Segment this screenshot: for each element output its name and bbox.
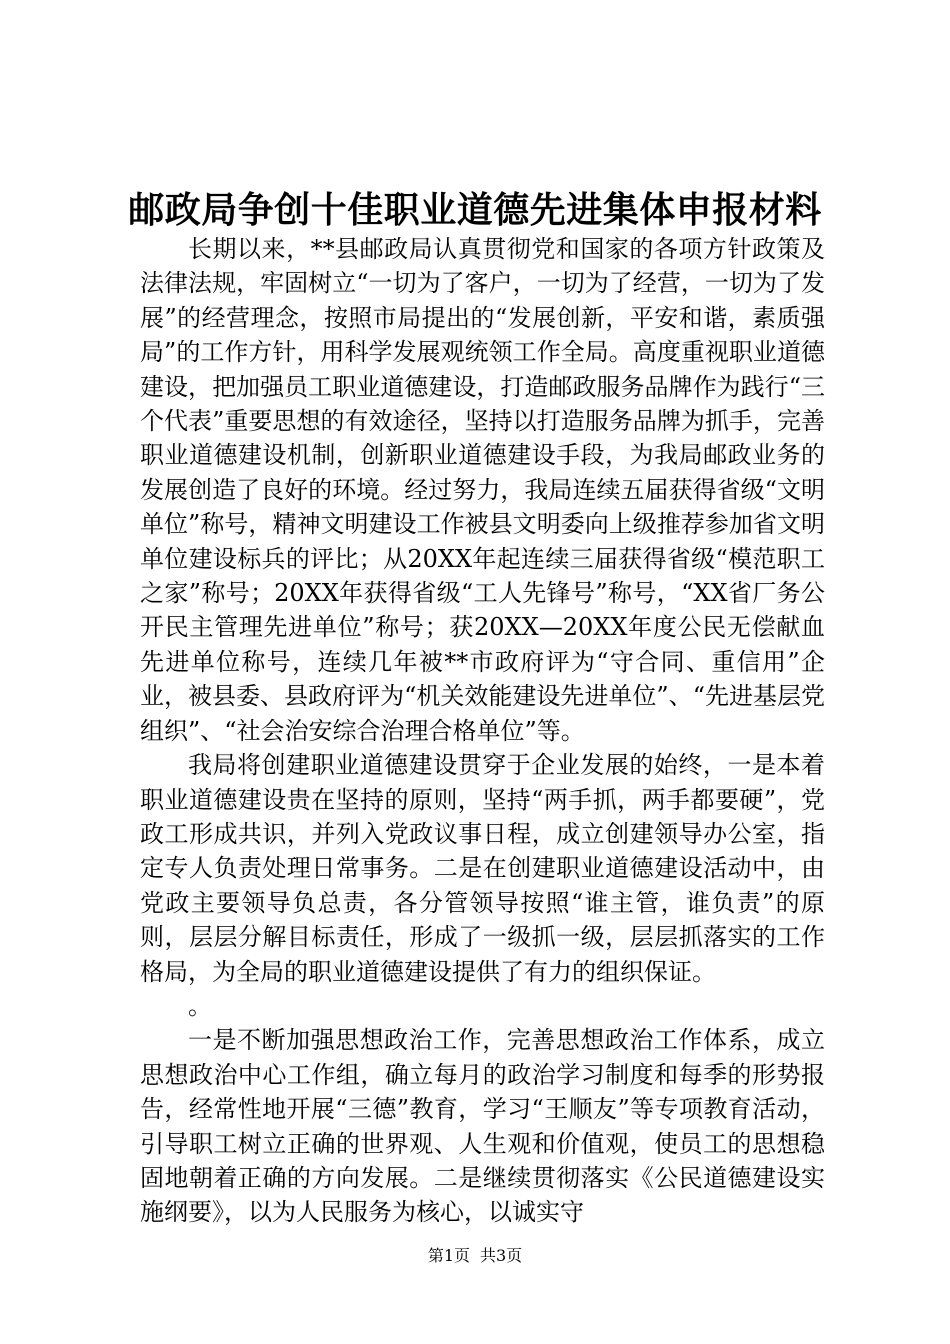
page-footer (0, 1245, 950, 1267)
page-number: 第1页 (427, 1246, 470, 1265)
document-title: 邮政局争创十佳职业道德先进集体申报材料 (128, 189, 822, 231)
paragraph-1: 长期以来，**县邮政局认真贯彻党和国家的各项方针政策及法律法规，牢固树立“一切为了客户，一切为了经营，一切为了发展”的经营理念，按照市局提出的“发展创新，平安和谐，素质强局”的工作方针，用科学发展观统领工作全局。高度重视职业道德建设，把加强员工职业道德建设，打造邮政服务品牌作为践行“三个代表”重要思想的有效途径，坚持以打造服务品牌为抓手，完善职业道德建设机制，创新职业道德建设手段，为我局邮政业务的发展创造了良好的环境。经过努力，我局连续五届获得省级“文明单位”称号，精神文明建设工作被县文明委向上级推荐参加省文明单位建设标兵的评比；从20XX年起连续三届获得省级“模范职工之家”称号；20XX年获得省级“工人先锋号”称号，“XX省厂务公开民主管理先进单位”称号；获20XX—20XX年度公民无偿献血先进单位称号，连续几年被**市政府评为“守合同、重信用”企业，被县委、县政府评为“机关效能建设先进单位”、“先进基层党组织”、“社会治安综合治理合格单位”等。 (140, 235, 825, 745)
page-total: 共3页 (480, 1246, 523, 1265)
paragraph-2: 我局将创建职业道德建设贯穿于企业发展的始终，一是本着职业道德建设贵在坚持的原则，坚持“两手抓，两手都要硬”，党政工形成共识，并列入党政议事日程，成立创建领导办公室，指定专人负责处理日常事务。二是在创建职业道德建设活动中，由党政主要领导负总责，各分管领导按照“谁主管，谁负责”的原则，层层分解目标责任，形成了一级抓一级，层层抓落实的工作格局，为全局的职业道德建设提供了有力的组织保证。 (140, 751, 825, 986)
paragraph-separator: 。 (188, 991, 212, 1020)
document-body (140, 232, 825, 1230)
paragraph-3: 一是不断加强思想政治工作，完善思想政治工作体系，成立思想政治中心工作组，确立每月的政治学习制度和每季的形势报告，经常性地开展“三德”教育，学习“王顺友”等专项教育活动，引导职工树立正确的世界观、人生观和价值观，使员工的思想稳固地朝着正确的方向发展。二是继续贯彻落实《公民道德建设实施纲要》，以为人民服务为核心，以诚实守 (140, 1026, 825, 1227)
